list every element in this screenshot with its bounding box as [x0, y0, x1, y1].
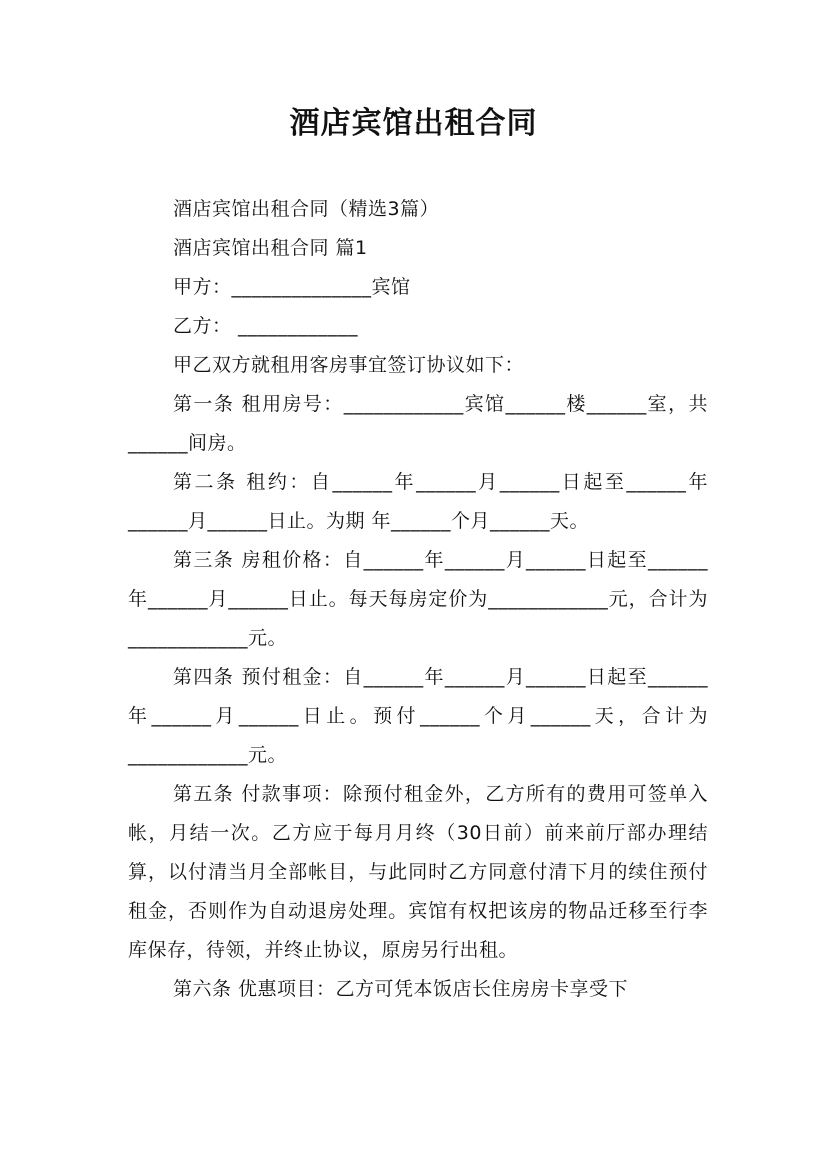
paragraph-party-a: 甲方：______________宾馆: [173, 276, 411, 298]
paragraph-intro: 甲乙双方就租用客房事宜签订协议如下：: [173, 354, 525, 376]
paragraph-article-5: 第五条 付款事项：除预付租金外，乙方所有的费用可签单入帐，月结一次。乙方应于每月月终（30日前）前来前厅部办理结算，以付清当月全部帐目，与此同时乙方同意付清下月的续住预付租金，否则作为自动退房处理。宾馆有权把该房的物品迁移至行李库保存，待领，并终止协议，原房另行出租。: [128, 783, 708, 961]
document-title: 酒店宾馆出租合同: [289, 106, 538, 141]
paragraph-article-3: 第三条 房租价格：自______年______月______日起至______年______月______日止。每天每房定价为____________元，合计为____________元。: [128, 549, 708, 649]
paragraph-article-2: 第二条 租约：自______年______月______日起至______年______月______日止。为期 年______个月______天。: [128, 471, 708, 532]
paragraph-party-b: 乙方： ____________: [173, 315, 359, 337]
paragraph-article-4: 第四条 预付租金：自______年______月______日起至______年______月______日止。预付______个月______天，合计为____________元。: [128, 666, 708, 766]
paragraph-article-6: 第六条 优惠项目：乙方可凭本饭店长住房房卡享受下: [173, 978, 629, 1000]
document-body: [128, 190, 708, 1009]
paragraph-subtitle: 酒店宾馆出租合同（精选3篇）: [173, 198, 440, 220]
paragraph-article-1: 第一条 租用房号：____________宾馆______楼______室，共______间房。: [128, 393, 708, 454]
paragraph-part-heading: 酒店宾馆出租合同 篇1: [173, 237, 368, 259]
